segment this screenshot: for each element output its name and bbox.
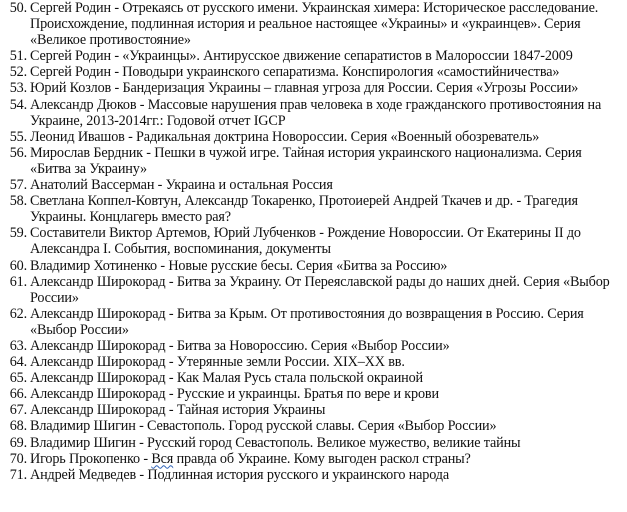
item-number: 56. — [9, 144, 27, 161]
item-text[interactable]: Владимир Шигин - Севастополь. Город русской славы. Серия «Выбор России» — [30, 418, 497, 435]
item-number: 57. — [9, 177, 27, 194]
spellcheck-marked-word[interactable]: Вся — [151, 450, 174, 467]
list-item-61 — [0, 274, 627, 306]
item-text[interactable]: Александр Широкорад - Утерянные земли России. XIX–XX вв. — [30, 354, 405, 371]
item-number: 52. — [9, 64, 27, 81]
list-item-50 — [0, 0, 627, 48]
item-text[interactable]: Сергей Родин - Поводыри украинского сепаратизма. Конспирология «самостийничества» — [30, 64, 560, 81]
item-number: 53. — [9, 80, 27, 97]
list-item-53 — [0, 80, 627, 96]
list-item-51 — [0, 48, 627, 64]
item-number: 55. — [9, 128, 27, 145]
list-item-60 — [0, 258, 627, 274]
item-number: 67. — [9, 402, 27, 419]
item-text[interactable]: Александр Дюков - Массовые нарушения прав человека в ходе гражданского противостояния на Украине, 2013-2014гг.: Годовой отчет IGCP — [30, 96, 602, 129]
item-text[interactable]: Александр Широкорад - Битва за Новороссию. Серия «Выбор России» — [30, 337, 450, 354]
item-number: 61. — [9, 273, 27, 290]
item-number: 68. — [9, 418, 27, 435]
item-number: 60. — [9, 257, 27, 274]
item-text[interactable]: Александр Широкорад - Тайная история Украины — [30, 402, 326, 419]
list-item-67 — [0, 402, 627, 418]
list-item-62 — [0, 306, 627, 338]
item-number: 64. — [9, 354, 27, 371]
list-item-68 — [0, 418, 627, 434]
item-number: 70. — [9, 450, 27, 467]
item-text[interactable]: Составители Виктор Артемов, Юрий Лубченков - Рождение Новороссии. От Екатерины II до Александра I. События, воспоминания, документы — [30, 225, 581, 258]
item-number: 65. — [9, 370, 27, 387]
item-text[interactable]: Юрий Козлов - Бандеризация Украины – главная угроза для России. Серия «Угрозы России» — [30, 80, 579, 97]
list-item-52 — [0, 64, 627, 80]
list-item-70 — [0, 451, 627, 467]
list-item-59 — [0, 225, 627, 257]
list-item-64 — [0, 354, 627, 370]
list-item-58 — [0, 193, 627, 225]
item-text[interactable]: Владимир Хотиненко - Новые русские бесы. Серия «Битва за Россию» — [30, 257, 448, 274]
item-text[interactable]: Александр Широкорад - Битва за Крым. От противостояния до возвращения в Россию. Серия «Выбор России» — [30, 305, 584, 338]
item-number: 50. — [9, 0, 27, 16]
item-text[interactable]: Леонид Ивашов - Радикальная доктрина Новороссии. Серия «Военный обозреватель» — [30, 128, 540, 145]
list-item-57 — [0, 177, 627, 193]
item-text[interactable]: Александр Широкорад - Битва за Украину. От Переяславской рады до наших дней. Серия «Выбор России» — [30, 273, 610, 306]
item-text-before: Игорь Прокопенко - — [30, 450, 152, 467]
item-text[interactable]: Андрей Медведев - Подлинная история русского и украинского народа — [30, 466, 450, 483]
list-item-54 — [0, 97, 627, 129]
list-item-63 — [0, 338, 627, 354]
item-text[interactable]: Александр Широкорад - Как Малая Русь стала польской окраиной — [30, 370, 423, 387]
item-text[interactable] — [27, 451, 627, 467]
item-text[interactable]: Светлана Коппел-Ковтун, Александр Токаренко, Протоиерей Андрей Ткачев и др. - Трагедия Украины. Концлагерь вместо рая? — [30, 193, 578, 226]
item-text[interactable]: Александр Широкорад - Русские и украинцы. Братья по вере и крови — [30, 386, 439, 403]
item-number: 54. — [9, 96, 27, 113]
list-item-65 — [0, 370, 627, 386]
list-item-71 — [0, 467, 627, 483]
item-number: 63. — [9, 337, 27, 354]
list-item-66 — [0, 386, 627, 402]
item-number: 59. — [9, 225, 27, 242]
item-text[interactable]: Мирослав Бердник - Пешки в чужой игре. Тайная история украинского национализма. Серия «Битва за Украину» — [30, 144, 582, 177]
item-text[interactable]: Анатолий Вассерман - Украина и остальная Россия — [30, 177, 333, 194]
item-number: 58. — [9, 193, 27, 210]
list-item-56 — [0, 145, 627, 177]
item-text[interactable]: Сергей Родин - «Украинцы». Антирусское движение сепаратистов в Малороссии 1847-2009 — [30, 48, 573, 65]
item-number: 66. — [9, 386, 27, 403]
list-item-69 — [0, 435, 627, 451]
item-number: 51. — [9, 48, 27, 65]
item-number: 69. — [9, 434, 27, 451]
list-item-55 — [0, 129, 627, 145]
item-number: 62. — [9, 305, 27, 322]
item-text[interactable]: Сергей Родин - Отрекаясь от русского имени. Украинская химера: Историческое расследование. Происхождение, подлинная история и реальное настоящее «Украины» и «украинцев». Серия «Великое противостояние» — [30, 0, 599, 49]
item-text-after: правда об Украине. Кому выгоден раскол страны? — [173, 450, 471, 467]
item-number: 71. — [9, 466, 27, 483]
item-text[interactable]: Владимир Шигин - Русский город Севастополь. Великое мужество, великие тайны — [30, 434, 521, 451]
